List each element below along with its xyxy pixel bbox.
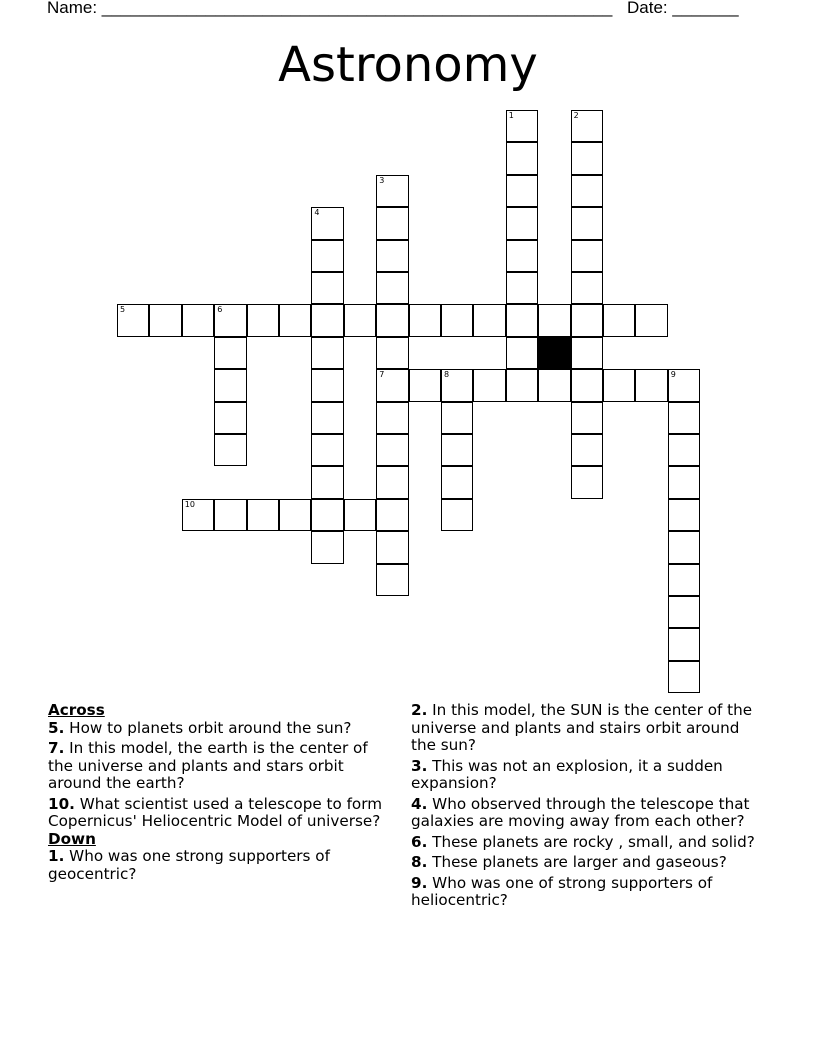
grid-cell[interactable]	[668, 466, 700, 498]
grid-cell[interactable]	[603, 369, 635, 401]
grid-cell[interactable]	[182, 304, 214, 336]
clue-text: Who was one strong supporters of geocentric?	[48, 847, 330, 883]
date-line[interactable]: _______	[672, 0, 739, 17]
grid-cell[interactable]	[441, 369, 473, 401]
clue-text: Who observed through the telescope that galaxies are moving away from each other?	[411, 794, 750, 830]
grid-cell[interactable]	[376, 337, 408, 369]
clue-across-5	[48, 720, 393, 738]
grid-cell[interactable]	[506, 175, 538, 207]
clue-number: 4.	[411, 794, 428, 813]
grid-cell[interactable]	[409, 369, 441, 401]
clue-down-6	[411, 834, 756, 852]
clue-across-7	[48, 740, 393, 793]
grid-cell[interactable]	[473, 369, 505, 401]
grid-cell[interactable]	[571, 110, 603, 142]
grid-cell[interactable]	[506, 207, 538, 239]
grid-cell[interactable]	[668, 628, 700, 660]
grid-cell[interactable]	[668, 596, 700, 628]
grid-cell[interactable]	[668, 499, 700, 531]
grid-cell[interactable]	[311, 499, 343, 531]
grid-cell[interactable]	[149, 304, 181, 336]
name-line[interactable]: ______________________________________________________	[101, 0, 613, 17]
grid-cell[interactable]	[571, 175, 603, 207]
grid-cell[interactable]	[635, 369, 667, 401]
clue-text: How to planets orbit around the sun?	[64, 718, 352, 737]
clue-text: This was not an explosion, it a sudden expansion?	[411, 756, 723, 792]
date-label: Date:	[627, 0, 673, 17]
grid-cell[interactable]	[603, 304, 635, 336]
grid-cell[interactable]	[441, 402, 473, 434]
grid-cell[interactable]	[376, 564, 408, 596]
grid-cell[interactable]	[441, 434, 473, 466]
clue-number: 2.	[411, 701, 428, 719]
clue-down-4	[411, 796, 756, 831]
clue-number-label: 2	[573, 111, 579, 120]
clue-down-8	[411, 854, 756, 872]
grid-cell[interactable]	[344, 304, 376, 336]
grid-cell[interactable]	[571, 240, 603, 272]
grid-cell[interactable]	[506, 369, 538, 401]
grid-cell[interactable]	[668, 564, 700, 596]
grid-cell[interactable]	[311, 434, 343, 466]
clue-text: These planets are rocky , small, and solid?	[427, 832, 755, 851]
grid-cell[interactable]	[376, 272, 408, 304]
grid-cell[interactable]	[668, 434, 700, 466]
grid-cell[interactable]	[376, 240, 408, 272]
grid-cell[interactable]	[571, 434, 603, 466]
clues-left-column	[48, 702, 393, 886]
clue-down-1	[48, 848, 393, 883]
clue-number-label: 3	[379, 175, 385, 185]
grid-cell[interactable]	[214, 304, 246, 336]
grid-cell[interactable]	[441, 304, 473, 336]
clue-number: 1.	[48, 847, 65, 865]
grid-cell[interactable]	[409, 304, 441, 336]
grid-cell[interactable]	[668, 402, 700, 434]
clue-down-3	[411, 758, 756, 793]
grid-cell[interactable]	[247, 499, 279, 531]
grid-cell[interactable]	[376, 207, 408, 239]
grid-cell[interactable]	[311, 207, 343, 239]
grid-cell[interactable]	[279, 499, 311, 531]
clue-number: 5.	[48, 718, 65, 737]
grid-cell[interactable]	[506, 240, 538, 272]
grid-cell[interactable]	[376, 402, 408, 434]
grid-cell[interactable]	[538, 304, 570, 336]
grid-cell[interactable]	[571, 337, 603, 369]
grid-cell[interactable]	[311, 466, 343, 498]
clue-number: 3.	[411, 756, 428, 775]
grid-cell[interactable]	[311, 369, 343, 401]
clue-across-10	[48, 796, 393, 831]
clue-number: 10.	[48, 794, 75, 813]
down-heading: Down	[48, 829, 96, 848]
grid-cell[interactable]	[214, 402, 246, 434]
grid-cell[interactable]	[668, 661, 700, 693]
clue-number-label: 10	[184, 499, 195, 509]
clue-text: What scientist used a telescope to form Copernicus' Heliocentric Model of universe?	[48, 794, 382, 830]
clue-number: 7.	[48, 739, 65, 757]
grid-cell[interactable]	[441, 499, 473, 531]
grid-cell[interactable]	[376, 499, 408, 531]
clue-text: These planets are larger and gaseous?	[427, 853, 727, 871]
grid-cell[interactable]	[571, 207, 603, 239]
clue-down-2	[411, 702, 756, 755]
grid-cell[interactable]	[506, 142, 538, 174]
grid-cell[interactable]	[214, 337, 246, 369]
clue-number-label: 5	[120, 305, 126, 315]
grid-cell[interactable]	[214, 369, 246, 401]
grid-cell[interactable]	[571, 142, 603, 174]
grid-cell[interactable]	[214, 499, 246, 531]
clue-number-label: 1	[508, 111, 514, 120]
clue-number-label: 6	[217, 305, 223, 315]
grid-cell[interactable]	[376, 531, 408, 563]
grid-cell[interactable]	[571, 304, 603, 336]
grid-cell[interactable]	[506, 272, 538, 304]
grid-cell[interactable]	[635, 304, 667, 336]
grid-cell[interactable]	[344, 499, 376, 531]
grid-cell[interactable]	[506, 304, 538, 336]
grid-cell[interactable]	[668, 531, 700, 563]
clue-number-label: 4	[314, 208, 320, 218]
clues-right-column	[411, 702, 756, 913]
grid-cell[interactable]	[182, 499, 214, 531]
grid-cell[interactable]	[506, 110, 538, 142]
grid-cell[interactable]	[668, 369, 700, 401]
clue-number: 6.	[411, 832, 428, 851]
grid-cell[interactable]	[571, 402, 603, 434]
clue-number-label: 9	[670, 370, 676, 380]
clue-number: 9.	[411, 873, 428, 892]
across-heading: Across	[48, 701, 105, 719]
grid-cell[interactable]	[571, 272, 603, 304]
clue-text: Who was one of strong supporters of heliocentric?	[411, 873, 713, 909]
grid-cell[interactable]	[571, 369, 603, 401]
black-cell	[538, 337, 570, 369]
grid-cell[interactable]	[376, 369, 408, 401]
puzzle-title: Astronomy	[278, 37, 538, 93]
grid-cell[interactable]	[311, 402, 343, 434]
clue-text: In this model, the SUN is the center of the universe and plants and stairs orbit around the sun?	[411, 701, 753, 754]
grid-cell[interactable]	[279, 304, 311, 336]
grid-cell[interactable]	[311, 272, 343, 304]
clue-number-label: 7	[379, 370, 385, 380]
grid-cell[interactable]	[441, 466, 473, 498]
grid-cell[interactable]	[538, 369, 570, 401]
grid-cell[interactable]	[571, 466, 603, 498]
clue-number-label: 8	[444, 370, 450, 380]
grid-cell[interactable]	[117, 304, 149, 336]
clue-text: In this model, the earth is the center of the universe and plants and stars orbit around the earth?	[48, 739, 368, 792]
grid-cell[interactable]	[214, 434, 246, 466]
grid-cell[interactable]	[247, 304, 279, 336]
grid-cell[interactable]	[376, 466, 408, 498]
grid-cell[interactable]	[311, 304, 343, 336]
grid-cell[interactable]	[311, 531, 343, 563]
name-label: Name:	[47, 0, 102, 17]
grid-cell[interactable]	[473, 304, 505, 336]
grid-cell[interactable]	[311, 337, 343, 369]
grid-cell[interactable]	[376, 304, 408, 336]
grid-cell[interactable]	[506, 337, 538, 369]
grid-cell[interactable]	[311, 240, 343, 272]
clue-number: 8.	[411, 853, 428, 871]
grid-cell[interactable]	[376, 175, 408, 207]
clue-down-9	[411, 875, 756, 910]
grid-cell[interactable]	[376, 434, 408, 466]
